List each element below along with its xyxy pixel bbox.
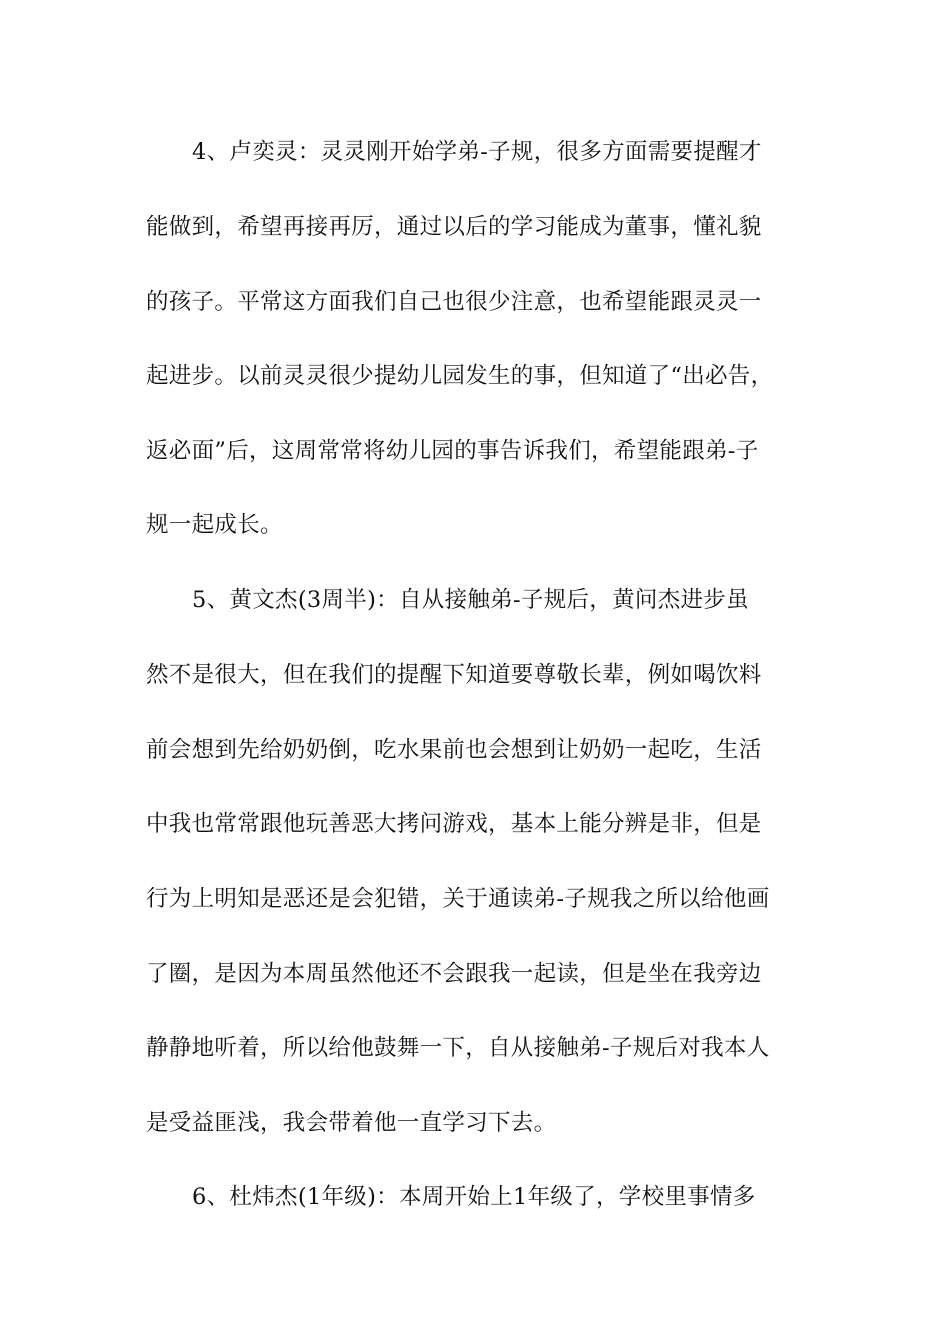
paragraph-5-line-2: 然不是很大，但在我们的提醒下知道要尊敬长辈，例如喝饮料 [146,662,762,688]
paragraph-5-line-6: 了圈，是因为本周虽然他还不会跟我一起读，但是坐在我旁边 [146,961,762,987]
paragraph-4-line-2: 能做到，希望再接再厉，通过以后的学习能成为董事，懂礼貌 [146,214,762,240]
paragraph-5-line-1: 5、黄文杰(3周半)：自从接触弟-子规后，黄问杰进步虽 [192,587,749,613]
paragraph-4-line-6: 规一起成长。 [146,512,283,538]
paragraph-5-line-8: 是受益匪浅，我会带着他一直学习下去。 [146,1110,557,1136]
paragraph-6-line-1: 6、杜炜杰(1年级)：本周开始上1年级了，学校里事情多 [192,1184,756,1210]
paragraph-5-line-7: 静静地听着，所以给他鼓舞一下，自从接触弟-子规后对我本人 [146,1035,770,1061]
paragraph-4-line-3: 的孩子。平常这方面我们自己也很少注意，也希望能跟灵灵一 [146,289,762,315]
paragraph-4-line-4: 起进步。以前灵灵很少提幼儿园发生的事，但知道了“出必告， [146,363,774,389]
paragraph-4-line-1: 4、卢奕灵：灵灵刚开始学弟-子规，很多方面需要提醒才 [192,139,762,165]
paragraph-5-line-5: 行为上明知是恶还是会犯错，关于通读弟-子规我之所以给他画 [146,886,770,912]
paragraph-5-line-4: 中我也常常跟他玩善恶大拷问游戏，基本上能分辨是非，但是 [146,811,762,837]
paragraph-4-line-5: 返必面”后，这周常常将幼儿园的事告诉我们，希望能跟弟-子 [146,438,759,464]
paragraph-5-line-3: 前会想到先给奶奶倒，吃水果前也会想到让奶奶一起吃，生活 [146,737,762,763]
